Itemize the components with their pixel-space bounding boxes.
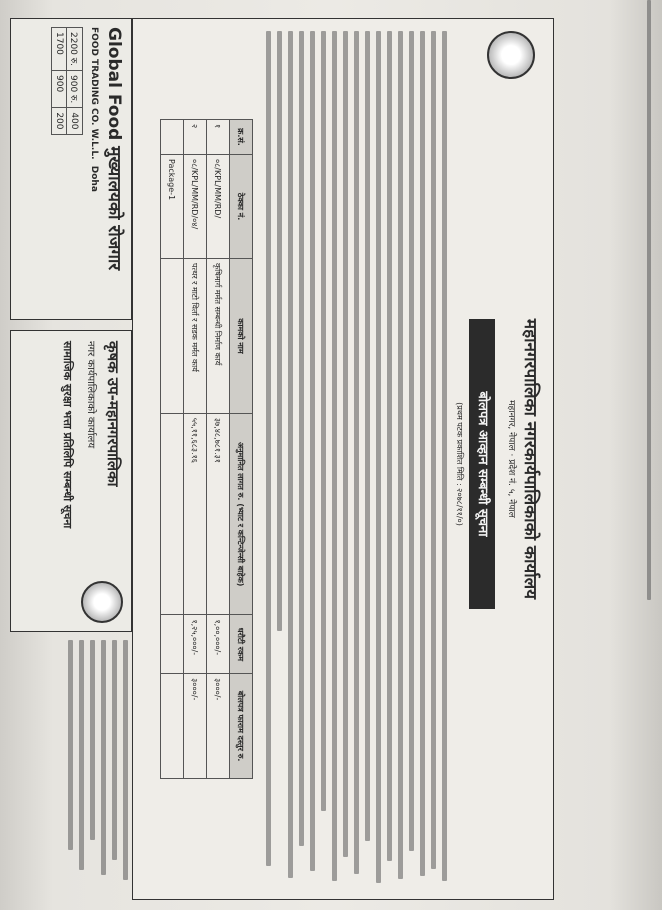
table-cell: ३०००/- (207, 674, 230, 779)
table-row (52, 28, 67, 135)
company-city: Doha (89, 165, 99, 192)
text-line (284, 31, 295, 889)
column-header: बोलपत्र फाराम दस्तुर रु. (230, 674, 253, 779)
table-cell: 1700 (52, 28, 67, 71)
text-line (405, 31, 416, 889)
text-line (339, 31, 350, 889)
table-row (161, 120, 184, 779)
text-line (438, 31, 449, 889)
municipality-notice-heading: सामाजिक सुरक्षा भत्ता प्रतिलिपि सम्बन्धी सूचना (61, 341, 74, 529)
table-cell: ३७,४८,७८१.३१ (207, 413, 230, 615)
table-cell: ०८/KPL/MM/RD/ (207, 155, 230, 259)
text-line (108, 640, 119, 900)
tender-table (160, 119, 253, 779)
notice-body-text (262, 31, 449, 889)
government-emblem-icon (487, 31, 535, 79)
text-line (427, 31, 438, 889)
table-row (207, 120, 230, 779)
text-line (372, 31, 383, 889)
table-cell: 400 (67, 108, 83, 134)
text-line (86, 640, 97, 900)
notice-title: बोलपत्र आव्हान सम्बन्धी सूचना (469, 319, 495, 609)
table-cell: पत्थर र माटो विर्ता र सडक मर्मत कार्य (184, 259, 207, 414)
table-cell: 900 रु. (67, 71, 83, 108)
text-line (64, 640, 75, 900)
office-city: महानगर, नेपाल (506, 400, 516, 451)
municipality-office: नगर कार्यपालिकाको कार्यालय (85, 341, 96, 449)
table-header-row (230, 120, 253, 779)
table-cell: ०८/KPL/MM/RD/०४/ (184, 155, 207, 259)
column-header: ठेक्का नं. (230, 155, 253, 259)
text-line (306, 31, 317, 889)
text-line (97, 640, 108, 900)
table-cell: ५५,११,६८३.१६ (184, 413, 207, 615)
text-line (295, 31, 306, 889)
text-line (394, 31, 405, 889)
table-cell: १,००,०००/- (207, 615, 230, 674)
table-cell: कृषिमार्ग मर्मत सम्बन्धी निर्माण कार्य (207, 259, 230, 414)
column-header: धरौटी रकम (230, 615, 253, 674)
text-line (273, 31, 284, 889)
column-header: क्र.सं. (230, 120, 253, 155)
table-cell: 200 (52, 108, 67, 134)
table-cell (161, 120, 184, 155)
office-address: महानगर, नेपाल · प्रदेश नं. ५, नेपाल (506, 400, 516, 518)
municipality-emblem-icon (81, 581, 123, 623)
table-row (67, 28, 83, 135)
text-line (350, 31, 361, 889)
text-line (317, 31, 328, 889)
text-line (361, 31, 372, 889)
tender-notice (132, 18, 554, 900)
text-line (383, 31, 394, 889)
table-cell (161, 615, 184, 674)
publish-date: (प्रथम पटक प्रकाशित मिति : २०७८/११/०) (455, 402, 464, 526)
text-line (75, 640, 86, 900)
table-cell: 2200 रु. (67, 28, 83, 71)
text-line (262, 31, 273, 889)
column-header: अनुमानित लागत रु. (भ्याट र कन्टिन्जेन्सी बाहेक) (230, 413, 253, 615)
office-title: महानगरपालिका नगरकार्यपालिकाको कार्यालय (520, 318, 540, 600)
ad-title: Global Food मुख्यालयको रोजगार (104, 27, 124, 271)
text-line (119, 640, 130, 900)
text-line (416, 31, 427, 889)
company-label: FOOD TRADING CO. W.L.L. (89, 27, 99, 160)
food-company-ad (10, 18, 132, 320)
table-cell (161, 259, 184, 414)
column-header: कामको नाम (230, 259, 253, 414)
table-cell: Package-1 (161, 155, 184, 259)
adjacent-column-text (10, 640, 130, 900)
table-cell: ३०००/- (184, 674, 207, 779)
table-cell: २ (184, 120, 207, 155)
adjacent-column-strip (648, 0, 662, 910)
company-name (89, 27, 99, 192)
municipality-ad (10, 330, 132, 632)
table-row (184, 120, 207, 779)
table-cell: १,२५,०००/- (184, 615, 207, 674)
table-cell: १ (207, 120, 230, 155)
text-line (328, 31, 339, 889)
office-province: प्रदेश नं. ५, नेपाल (506, 459, 516, 518)
table-cell: 900 (52, 71, 67, 108)
table-cell (161, 413, 184, 615)
municipality-title: कृषक उप-महानगरपालिका (104, 341, 122, 487)
table-cell (161, 674, 184, 779)
salary-table (51, 27, 83, 135)
